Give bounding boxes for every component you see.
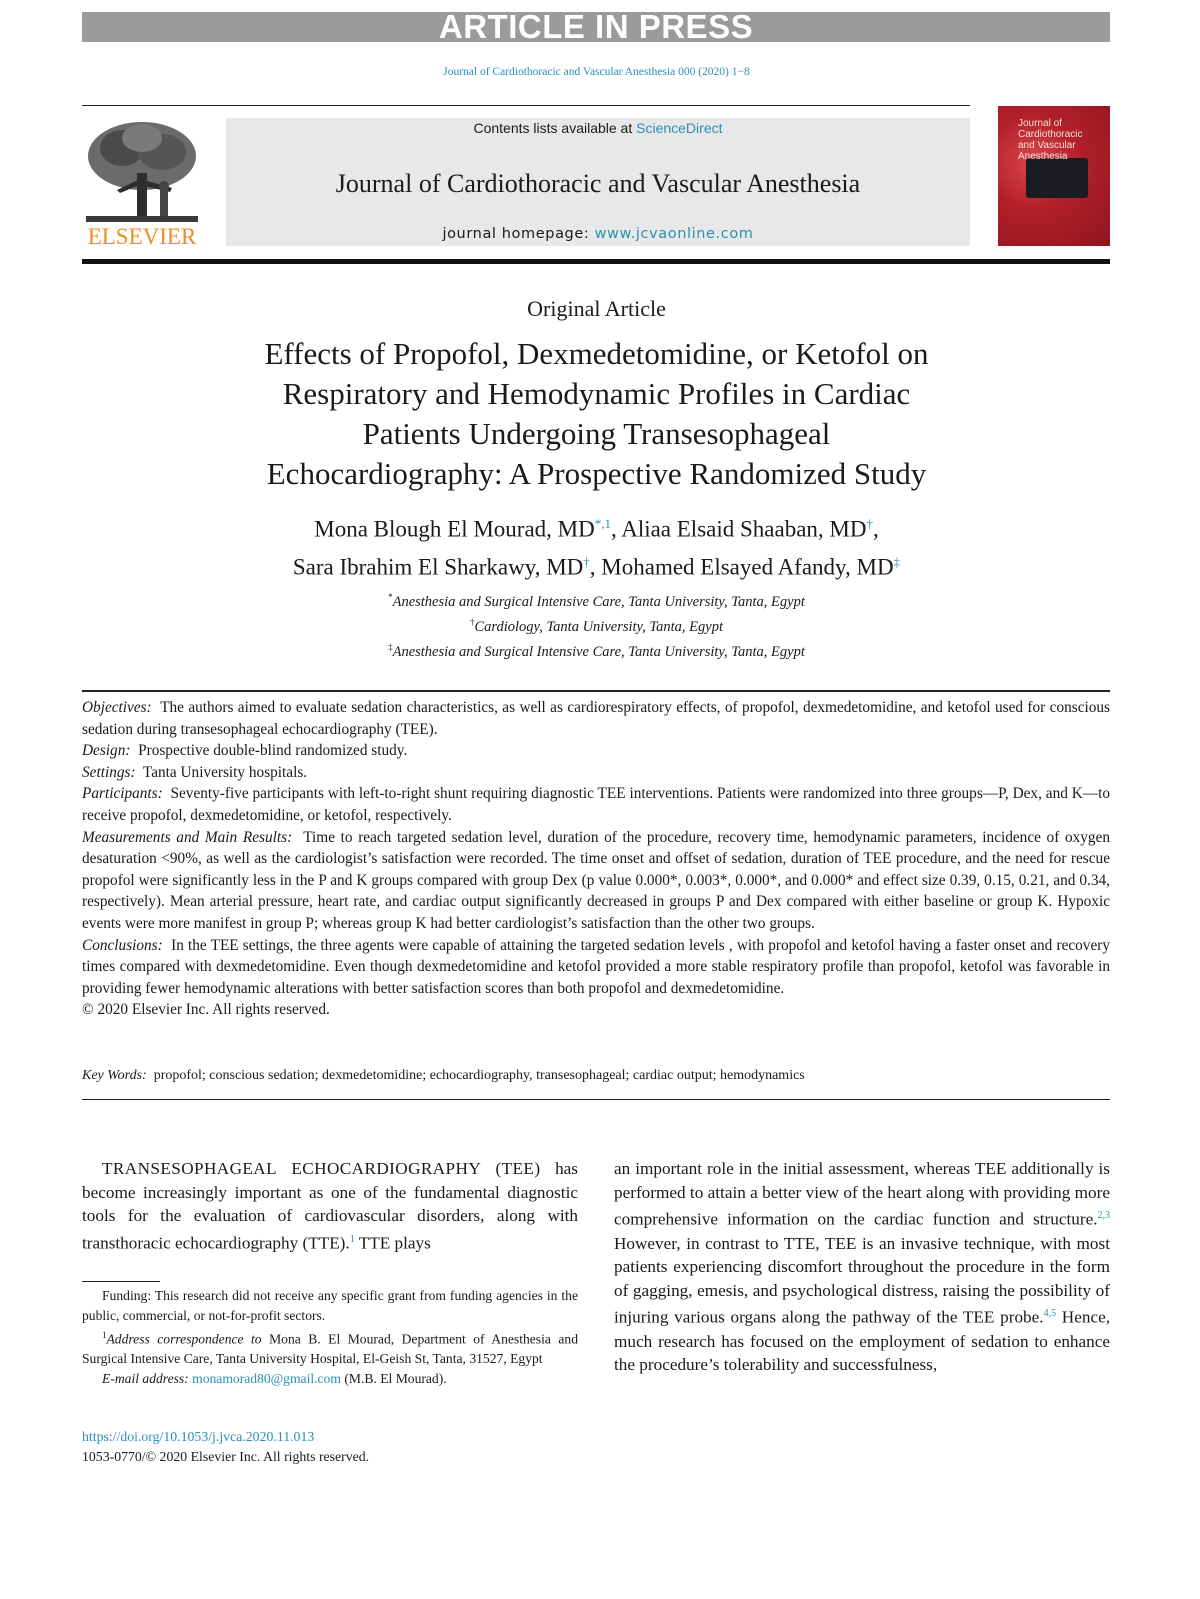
- abstract-label: Settings:: [82, 763, 136, 781]
- header-divider-bottom: [82, 259, 1110, 264]
- author-marks[interactable]: ‡: [893, 553, 901, 569]
- abstract-text: Tanta University hospitals.: [142, 763, 308, 781]
- author-separator: ,: [589, 554, 602, 580]
- body-column-right: [614, 1157, 1110, 1377]
- affiliation-text: Cardiology, Tanta University, Tanta, Egypt: [474, 618, 724, 635]
- abstract-label: Measurements and Main Results:: [82, 828, 293, 846]
- author-line: [150, 508, 1043, 546]
- author-separator: ,: [610, 516, 622, 542]
- footnote-divider: [82, 1281, 160, 1282]
- issn-copyright: 1053-0770/© 2020 Elsevier Inc. All rights reserved.: [82, 1449, 370, 1464]
- author-name: Sara Ibrahim El Sharkawy, MD: [292, 554, 584, 580]
- homepage-link[interactable]: www.jcvaonline.com: [594, 226, 754, 242]
- title-line: Echocardiography: A Prospective Randomized Study: [266, 456, 927, 491]
- abstract-text: Seventy-five participants with left-to-right shunt requiring diagnostic TEE interventions. Patients were randomized into three groups—P, Dex, and K—to receive propofol, dexmedetomidine, or ketofol, respectively.: [82, 785, 1110, 824]
- author-marks[interactable]: *,1: [594, 516, 611, 531]
- affiliation: [150, 612, 1043, 637]
- author-name: Aliaa Elsaid Shaaban, MD: [621, 516, 867, 542]
- abstract-copyright: © 2020 Elsevier Inc. All rights reserved.: [82, 1001, 330, 1019]
- body-paragraph: [82, 1157, 578, 1255]
- author-marks[interactable]: †: [583, 553, 590, 569]
- header-divider-top: [82, 105, 970, 106]
- keywords-label: Key Words:: [82, 1068, 147, 1083]
- title-line: Patients Undergoing Transesophageal: [362, 416, 831, 451]
- body-text: Hence, much research has focused on the employment of sedation to enhance the procedure’s tolerability and successfulness,: [614, 1308, 1110, 1375]
- author-name: Mona Blough El Mourad, MD: [314, 516, 595, 542]
- funding-note: Funding: This research did not receive any specific grant from funding agencies in the public, commercial, or not-for-profit sectors.: [82, 1288, 578, 1323]
- body-text: TTE plays: [354, 1233, 431, 1253]
- abstract-design: [82, 740, 1110, 762]
- abstract-divider-top: [82, 690, 1110, 692]
- affiliation-mark: ‡: [388, 641, 393, 652]
- correspondence-text: Mona B. El Mourad, Department of Anesthesia and Surgical Intensive Care, Tanta University Hospital, El-Geish St, Tanta, 31527, Egypt: [82, 1331, 578, 1366]
- affiliation-text: Anesthesia and Surgical Intensive Care, Tanta University, Tanta, Egypt: [392, 593, 805, 610]
- footnotes: [82, 1286, 578, 1389]
- body-column-left: [82, 1157, 578, 1255]
- footnote-mark: 1: [102, 1329, 107, 1340]
- journal-homepage-line: [226, 226, 970, 242]
- elsevier-wordmark: ELSEVIER: [87, 224, 197, 249]
- citation-ref[interactable]: 2,3: [1097, 1210, 1110, 1222]
- contents-prefix: Contents lists available at: [473, 120, 637, 136]
- cover-title: Journal of Cardiothoracic and Vascular Anesthesia: [1018, 118, 1083, 162]
- abstract-label: Objectives:: [82, 699, 152, 716]
- abstract-text: In the TEE settings, the three agents were capable of attaining the targeted sedation levels , with propofol and ketofol having a faster onset and recovery times compared with dexmedetomidine. Even though dexmedetomidine and ketofol provided a more stable respiratory profile than propofol, ketofol was favorable in providing fewer hemodynamic alterations with better satisfaction scores than both propofol and dexmedetomidine.: [82, 936, 1110, 997]
- body-text: an important role in the initial assessment, whereas TEE additionally is performed to attain a better view of the heart along with providing more comprehensive information on the cardiac function and structure.: [614, 1159, 1110, 1229]
- doi-link[interactable]: https://doi.org/10.1053/j.jvca.2020.11.013: [82, 1429, 315, 1444]
- affiliation-text: Anesthesia and Surgical Intensive Care, Tanta University, Tanta, Egypt: [392, 643, 805, 660]
- abstract-objectives: [82, 697, 1110, 740]
- abstract-text: Prospective double-blind randomized study.: [138, 742, 408, 760]
- article-title: [150, 334, 1043, 494]
- citation-ref[interactable]: 4,5: [1043, 1308, 1057, 1320]
- abstract-settings: [82, 762, 1110, 784]
- abstract-participants: [82, 783, 1110, 826]
- email-link[interactable]: monamorad80@gmail.com: [192, 1370, 341, 1386]
- abstract-divider-bottom: [82, 1099, 1110, 1100]
- title-line: Effects of Propofol, Dexmedetomidine, or Ketofol on: [264, 336, 929, 371]
- body-text: However, in contrast to TTE, TEE is an invasive technique, with most patients experiencing discomfort throughout the procedure in the form of gagging, emesis, and psychological distress, raising the possibility of injuring various organs along the pathway of the TEE probe.: [614, 1233, 1110, 1328]
- contents-available-line: [226, 120, 970, 136]
- cover-echo-image: [1026, 158, 1088, 198]
- affiliation-mark: †: [469, 616, 475, 627]
- author-marks[interactable]: †: [866, 516, 873, 531]
- article-in-press-banner: ARTICLE IN PRESS: [82, 12, 1110, 42]
- keywords-text: propofol; conscious sedation; dexmedetomidine; echocardiography, transesophageal; cardiac output; hemodynamics: [153, 1068, 805, 1083]
- correspondence-note: [82, 1326, 578, 1369]
- affiliation: [150, 587, 1043, 612]
- keywords: [82, 1066, 1110, 1086]
- author-list: [150, 508, 1043, 583]
- author-name: Mohamed Elsayed Afandy, MD: [601, 554, 894, 580]
- abstract: [82, 697, 1110, 1021]
- email-label: E-mail address:: [102, 1370, 189, 1386]
- email-suffix: (M.B. El Mourad).: [340, 1370, 447, 1386]
- journal-title: Journal of Cardiothoracic and Vascular Anesthesia: [335, 169, 861, 198]
- abstract-results: [82, 827, 1110, 935]
- citation-ref[interactable]: 1: [349, 1233, 355, 1245]
- journal-reference-link[interactable]: Journal of Cardiothoracic and Vascular Anesthesia 000 (2020) 1−8: [443, 66, 750, 78]
- abstract-label: Conclusions:: [82, 936, 163, 954]
- abstract-text: Time to reach targeted sedation level, duration of the procedure, recovery time, hemodynamic parameters, incidence of oxygen desaturation <90%, as well as the cardiologist’s satisfaction were recorded. The time onset and offset of sedation, duration of TEE procedure, and the need for rescue propofol were significantly less in the P and K groups compared with group Dex (p value 0.000*, 0.003*, 0.000*, and 0.000* and effect size 0.39, 0.15, 0.21, and 0.34, respectively). Mean arterial pressure, heart rate, and cardiac output significantly decreased in groups P and Dex compared with either baseline or group K. Hypoxic events were more manifest in group P; whereas group K had better cardiologist’s satisfaction than the other two groups.: [82, 828, 1111, 932]
- affiliation-mark: *: [388, 592, 393, 602]
- body-paragraph: [614, 1157, 1110, 1377]
- abstract-conclusions: [82, 935, 1110, 1000]
- abstract-text: The authors aimed to evaluate sedation characteristics, as well as cardiorespiratory effects, of propofol, dexmedetomidine, and ketofol used for conscious sedation during transesophageal echocardiography (TEE).: [82, 699, 1110, 738]
- sciencedirect-link[interactable]: ScienceDirect: [636, 120, 723, 136]
- article-type: Original Article: [527, 296, 666, 321]
- lead-caps: TRANSESOPHAGEAL ECHOCARDIOGRAPHY (TEE): [102, 1159, 541, 1178]
- abstract-label: Participants:: [82, 785, 163, 803]
- abstract-label: Design:: [82, 742, 131, 760]
- homepage-prefix: journal homepage:: [442, 226, 595, 242]
- author-line: [150, 546, 1043, 584]
- author-separator: ,: [872, 516, 879, 542]
- body-text: has become increasingly important as one of the fundamental diagnostic tools for the evaluation of cardiovascular disorders, along with transthoracic echocardiography (TTE).: [82, 1159, 578, 1253]
- affiliation: [150, 637, 1043, 662]
- email-note: [82, 1369, 578, 1389]
- title-line: Respiratory and Hemodynamic Profiles in Cardiac: [282, 376, 911, 411]
- correspondence-label: Address correspondence to: [106, 1331, 262, 1347]
- affiliation-list: [150, 587, 1043, 661]
